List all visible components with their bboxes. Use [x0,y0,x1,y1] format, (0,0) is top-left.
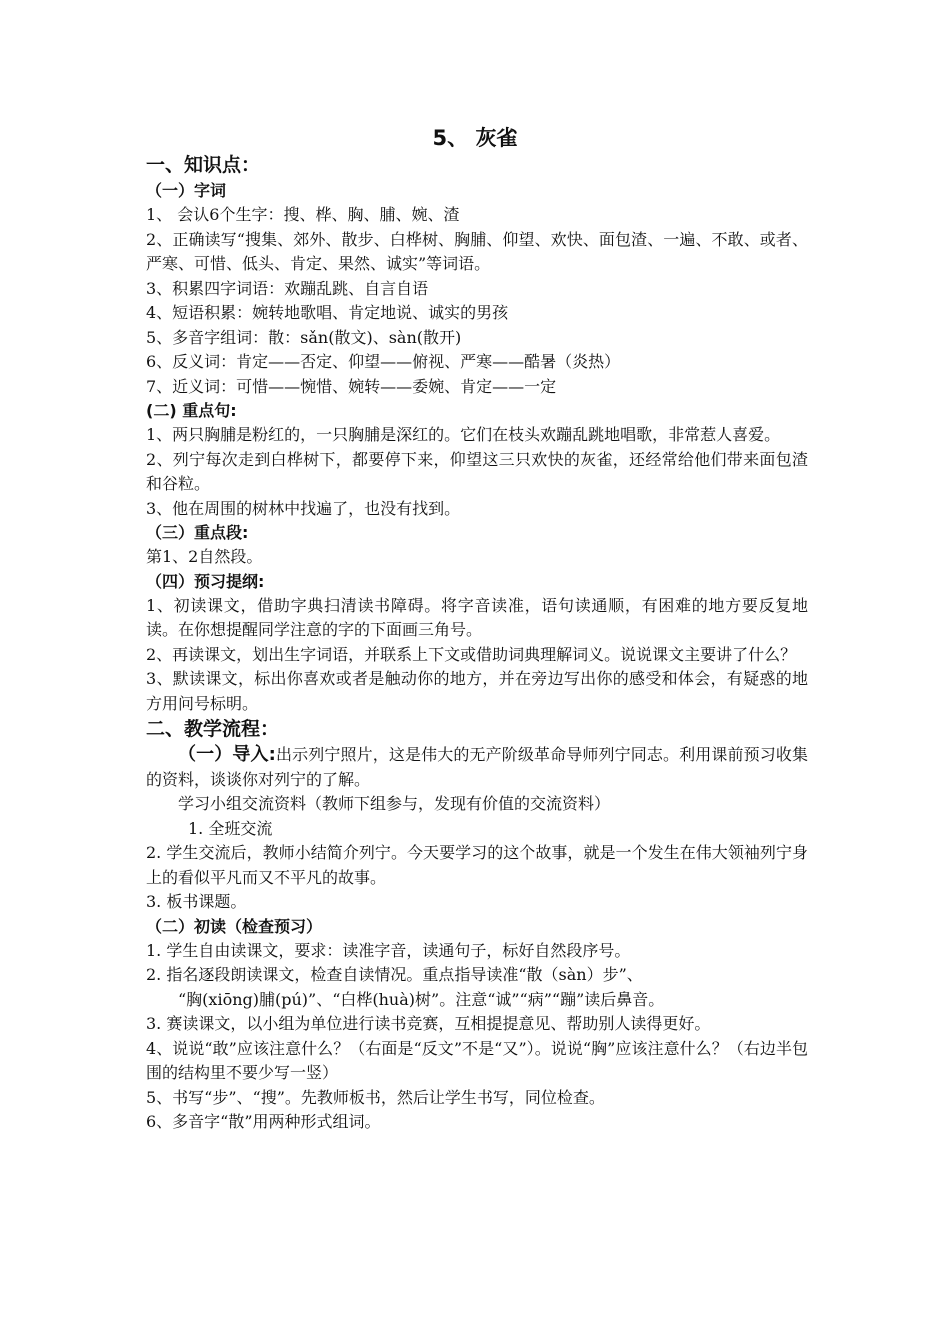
subsection-words-heading: （一）字词 [146,181,227,200]
intro-paragraph [146,743,808,792]
lesson-title: 5、 灰雀 [432,126,518,150]
words-item: 4、短语积累：婉转地歌唱、肯定地说、诚实的男孩 [146,303,509,322]
intro-item: 2. 学生交流后，教师小结简介列宁。今天要学习的这个故事，就是一个发生在伟大领袖列宁身上的看似平凡而又不平凡的故事。 [146,843,808,887]
reading-item: 6、多音字“散”用两种形式组词。 [146,1112,381,1131]
key-sentence: 3、他在周围的树林中找遍了，也没有找到。 [146,498,461,518]
words-item: 6、反义词：肯定——否定、仰望——俯视、严寒——酷暑（炎热） [146,352,621,371]
words-item: 1、 会认6个生字：搜、桦、胸、脯、婉、渣 [146,205,460,224]
intro-item: 学习小组交流资料（教师下组参与，发现有价值的交流资料） [178,794,611,813]
subsection-key-sentences-heading: (二) 重点句: [146,401,237,420]
intro-text: 出示列宁照片，这是伟大的无产阶级革命导师列宁同志。利用课前预习收集的资料，谈谈你对列宁的了解。 [146,745,808,789]
key-sentence: 2、列宁每次走到白桦树下，都要停下来，仰望这三只欢快的灰雀，还经常给他们带来面包渣和谷粒。 [146,449,808,493]
section-knowledge-heading: 一、知识点： [146,154,261,176]
intro-label: （一）导入: [178,744,276,765]
preview-item: 2、再读课文，划出生字词语，并联系上下文或借助词典理解词义。说说课文主要讲了什么？ [146,644,797,664]
section-teaching-process-heading: 二、教学流程： [146,718,280,740]
words-item: 3、积累四字词语：欢蹦乱跳、自言自语 [146,278,429,298]
words-item: 5、多音字组词：散：sǎn(散文)、sàn(散开) [146,327,462,347]
reading-item: 1. 学生自由读课文，要求：读准字音，读通句子，标好自然段序号。 [146,940,631,960]
subsection-preview-outline-heading: （四）预习提纲: [146,571,265,591]
words-item: 2、正确读写“搜集、郊外、散步、白桦树、胸脯、仰望、欢快、面包渣、一遍、不敢、或者、严寒、可惜、低头、肯定、果然、诚实”等词语。 [146,229,808,273]
intro-item: 3. 板书课题。 [146,892,247,911]
reading-item: 5、书写“步”、“搜”。先教师板书，然后让学生书写，同位检查。 [146,1087,605,1107]
words-item: 7、近义词：可惜——惋惜、婉转——委婉、肯定——一定 [146,376,557,396]
reading-item: “胸(xiōng)脯(pú)”、“白桦(huà)树”。注意“诚”“病”“蹦”读后鼻音。 [178,989,665,1009]
subsection-first-reading-heading: （二）初读（检查预习） [146,916,323,936]
preview-item: 1、初读课文，借助字典扫清读书障碍。将字音读准，语句读通顺，有困难的地方要反复地读。在你想提醒同学注意的字的下面画三角号。 [146,595,808,639]
intro-item: 1. 全班交流 [188,818,273,838]
subsection-key-paragraph-heading: （三）重点段: [146,523,249,542]
key-paragraph: 第1、2自然段。 [146,547,263,566]
reading-item: 2. 指名逐段朗读课文，检查自读情况。重点指导读准“散（sàn）步”、 [146,965,643,984]
key-sentence: 1、两只胸脯是粉红的，一只胸脯是深红的。它们在枝头欢蹦乱跳地唱歌，非常惹人喜爱。 [146,425,781,444]
document-body [146,152,808,1135]
reading-item: 4、说说“敢”应该注意什么？（右面是“反文”不是“又”）。说说“胸”应该注意什么？（右边半包围的结构里不要少写一竖） [146,1038,808,1082]
reading-item: 3. 赛读课文，以小组为单位进行读书竞赛，互相提提意见、帮助别人读得更好。 [146,1014,711,1033]
preview-item: 3、默读课文，标出你喜欢或者是触动你的地方，并在旁边写出你的感受和体会，有疑惑的地方用问号标明。 [146,669,808,713]
